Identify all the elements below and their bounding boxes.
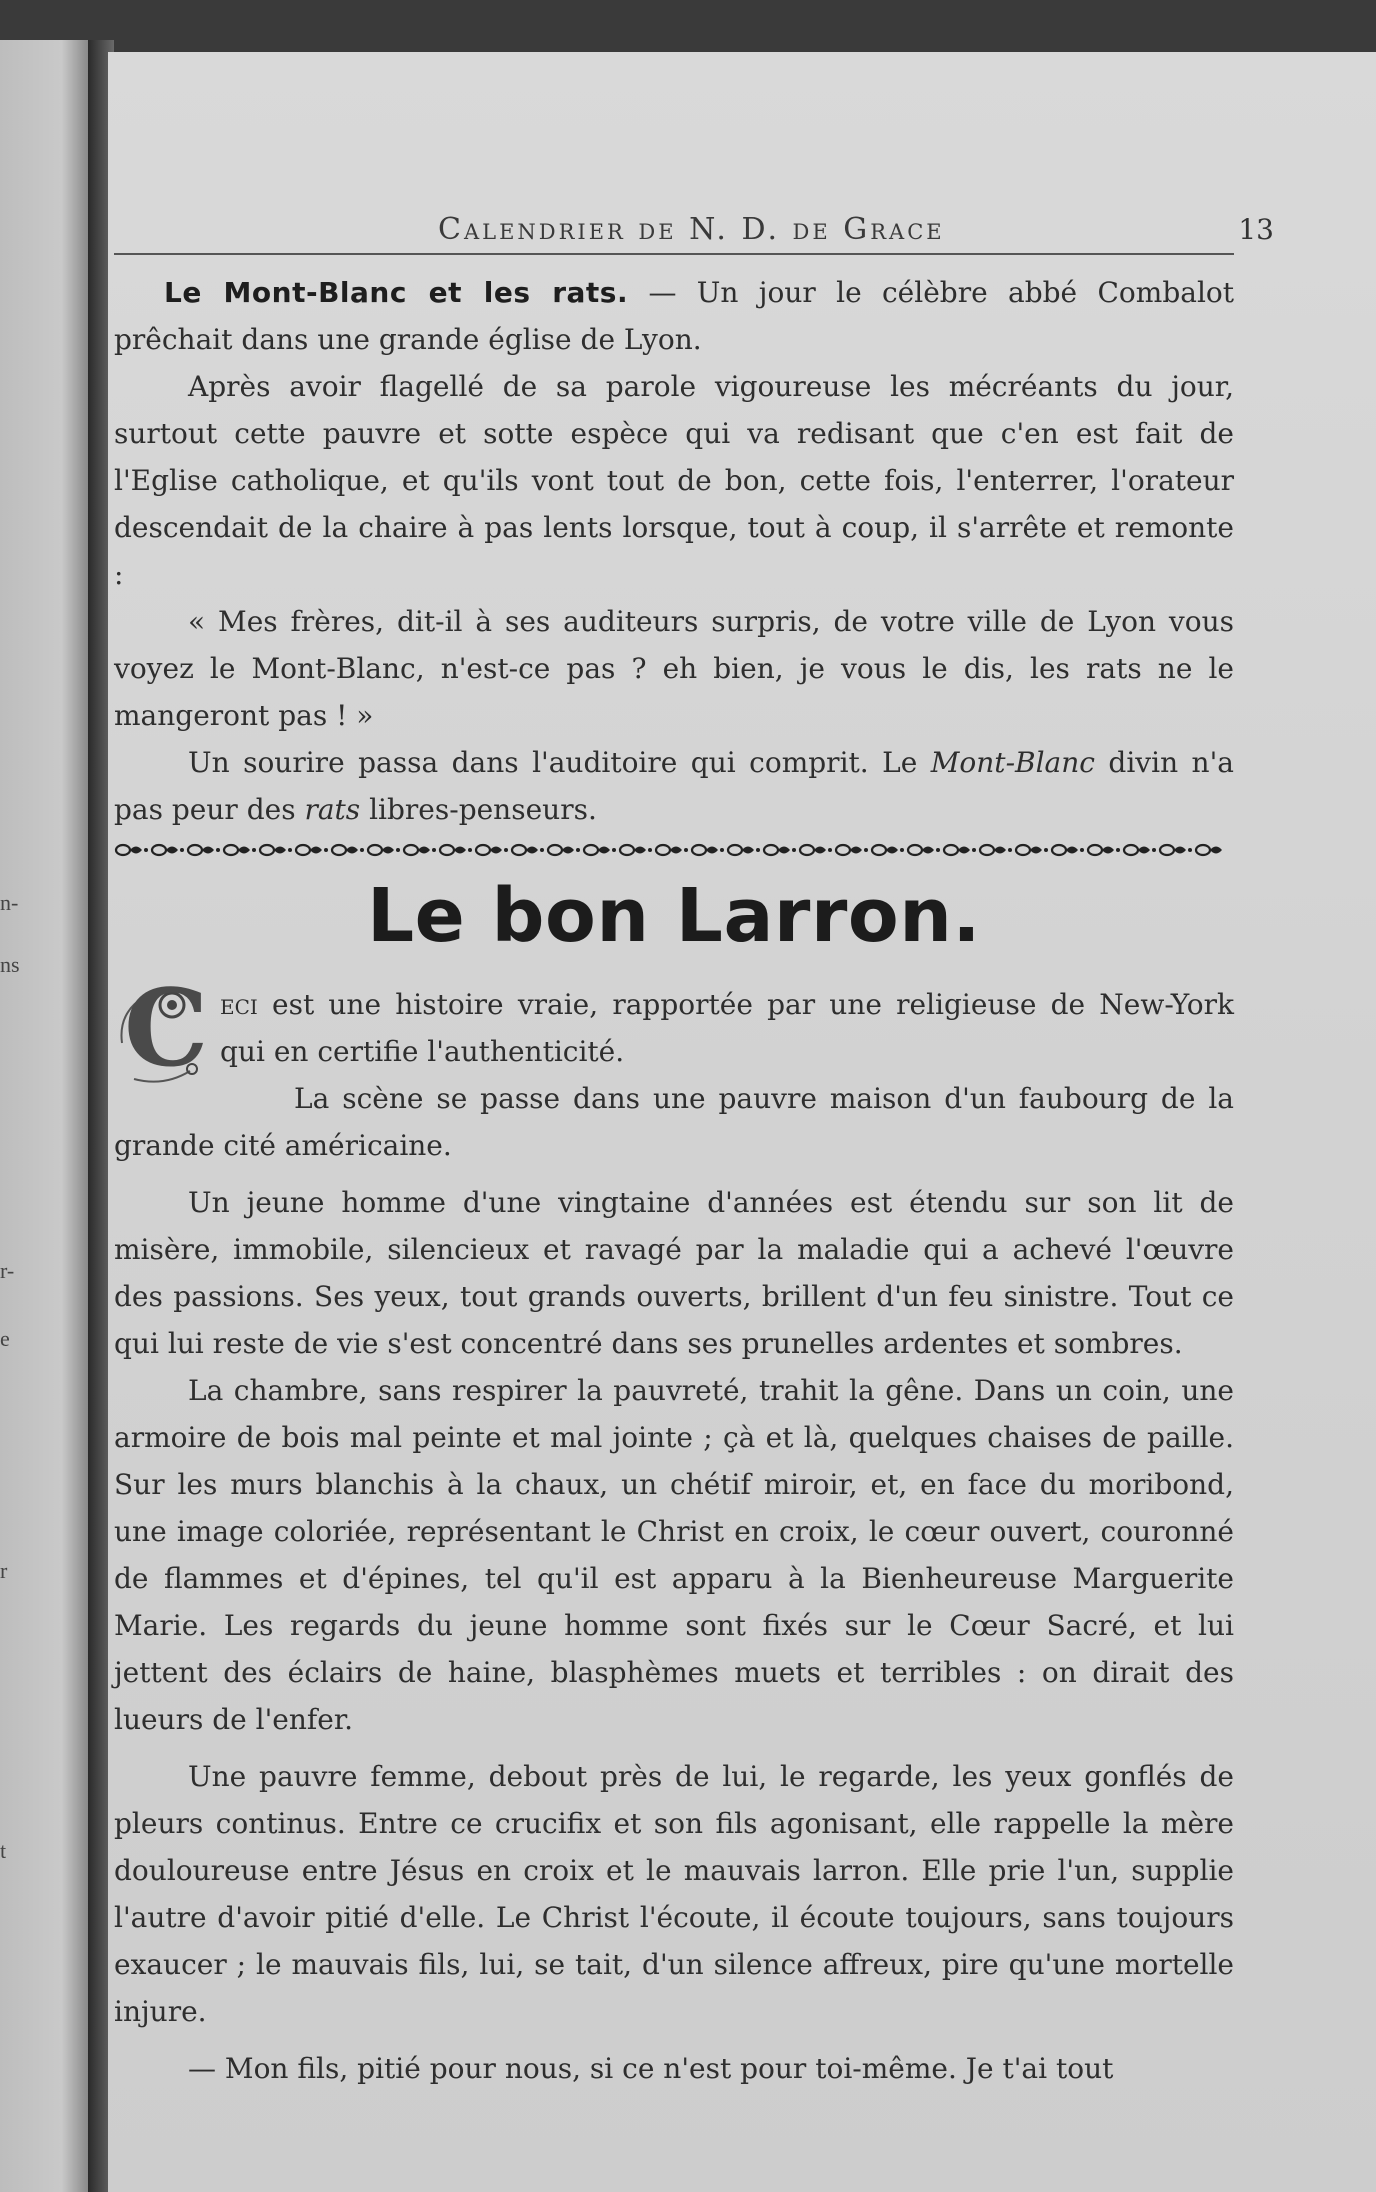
paragraph: — Mon fils, pitié pour nous, si ce n'est pour toi-même. Je t'ai tout [188,2052,1114,2085]
edge-fragment: t [0,1838,7,1863]
paragraph [114,269,1234,363]
page [108,52,1376,2192]
edge-fragment: r [0,1558,8,1583]
edge-fragment: r- [0,1258,15,1283]
edge-fragment: ns [0,952,20,977]
italic-text: rats [304,793,361,826]
decorative-initial [114,965,210,1090]
ornament-chain-icon [114,841,1234,859]
paragraph-text: — Un jour le célèbre abbé Combalot prêchait dans une grande église de Lyon. [114,276,1235,356]
ornamental-divider [114,841,1234,859]
running-header [114,212,1274,255]
article-title: Le bon Larron. [366,873,982,959]
paragraph: Après avoir flagellé de sa parole vigoureuse les mécréants du jour, surtout cette pauvre et sotte espèce qui va redisant que c'en est fait de l'Eglise catholique, et qu'ils vont tout de bon, cette fois, l'enterrer, l'orateur descendait de la chaire à pas lents lorsque, tout à coup, il s'arrête et remonte : [114,370,1234,591]
page-number: 13 [1238,213,1274,246]
left-page-edge [0,40,88,2192]
edge-fragment: e [0,1326,10,1351]
paragraph: « Mes frères, dit-il à ses auditeurs surpris, de votre ville de Lyon vous voyez le Mont-Blanc, n'est-ce pas ? eh bien, je vous le dis, les rats ne le mangeront pas ! » [114,605,1234,732]
page-content [114,212,1274,2092]
paragraph: La scène se passe dans une pauvre maison d'un faubourg de la grande cité américaine. [114,1082,1234,1162]
paragraph-text: divin n'a pas peur des [114,746,1234,826]
paragraph [114,981,1234,1075]
paragraph-text: Un sourire passa dans l'auditoire qui comprit. Le [188,746,931,779]
dropcap-letter: C [124,965,209,1090]
edge-fragment: n- [0,890,19,915]
article-body [114,965,1234,2092]
paragraph [114,739,1234,833]
smallcaps-text: eci [220,988,258,1021]
paragraph-text: est une histoire vraie, rapportée par une religieuse de New-York qui en certifie l'authenticité. [220,988,1234,1068]
paragraph: Une pauvre femme, debout près de lui, le regarde, les yeux gonflés de pleurs continus. Entre ce crucifix et son fils agonisant, elle rappelle la mère douloureuse entre Jésus en croix et le mauvais larron. Elle prie l'un, supplie l'autre d'avoir pitié d'elle. Le Christ l'écoute, il écoute toujours, sans toujours exaucer ; le mauvais fils, lui, se tait, d'un silence affreux, pire qu'une mortelle injure. [114,1760,1234,2028]
italic-text: Mont-Blanc [930,746,1095,779]
paragraph-text: libres-penseurs. [360,793,597,826]
running-title: Calendrier de N. D. de Grace [438,212,945,247]
paragraph: Un jeune homme d'une vingtaine d'années est étendu sur son lit de misère, immobile, silencieux et ravagé par la maladie qui a achevé l'œuvre des passions. Ses yeux, tout grands ouverts, brillent d'un feu sinistre. Tout ce qui lui reste de vie s'est concentré dans ses prunelles ardentes et sombres. [114,1186,1234,1360]
paragraph: La chambre, sans respirer la pauvreté, trahit la gêne. Dans un coin, une armoire de bois mal peinte et mal jointe ; çà et là, quelques chaises de paille. Sur les murs blanchis à la chaux, un chétif miroir, et, en face du moribond, une image coloriée, représentant le Christ en croix, le cœur ouvert, couronné de flammes et d'épines, tel qu'il est apparu à la Bienheureuse Marguerite Marie. Les regards du jeune homme sont fixés sur le Cœur Sacré, et lui jettent des éclairs de haine, blasphèmes muets et terribles : on dirait des lueurs de l'enfer. [114,1374,1234,1736]
section-heading: Le Mont-Blanc et les rats. [164,276,629,309]
